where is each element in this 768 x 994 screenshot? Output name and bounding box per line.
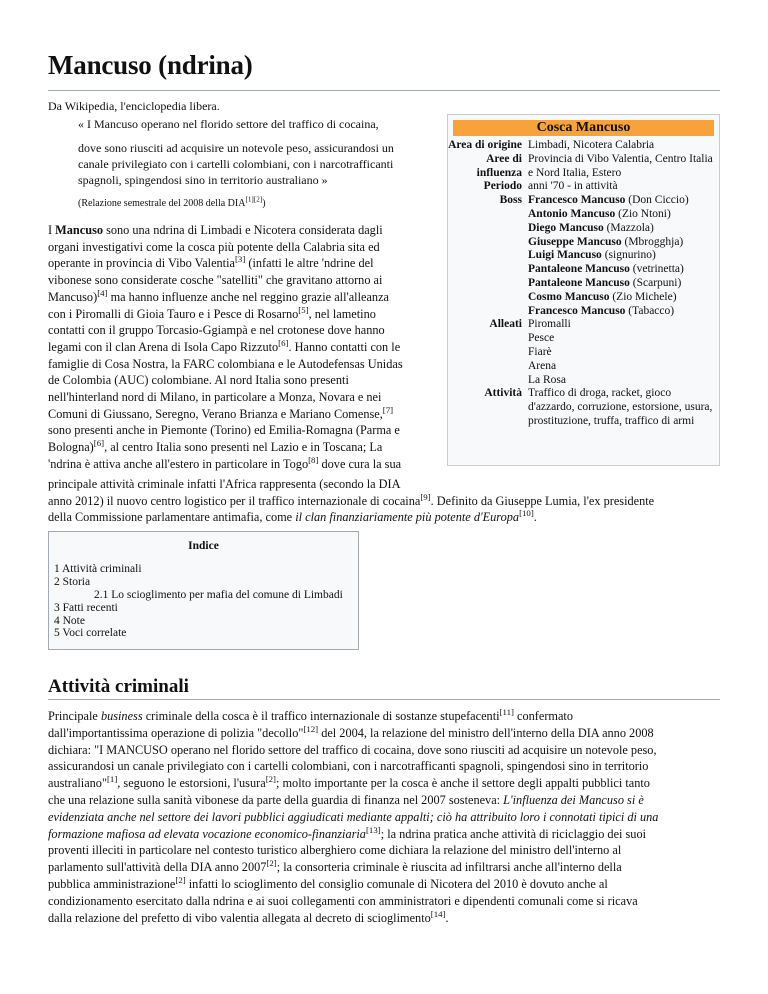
infobox-row-boss: Boss Francesco Mancuso (Don Ciccio) Antonio Mancuso (Zio Ntoni) Diego Mancuso (Mazzola) Giuseppe Mancuso (Mbrogghja) Luigi Mancuso (signurino) Pantaleone Mancuso (vetrinetta) Pantaleone Mancuso (Scarpuni) Cosmo Mancuso (Zio Michele) Francesco Mancuso (Tabacco) bbox=[448, 194, 719, 318]
ref-link[interactable]: [6] bbox=[278, 337, 289, 348]
quote-line: dove sono riusciti ad acquisire un notevole peso, assicurandosi un bbox=[78, 141, 394, 155]
boss-entry[interactable]: Cosmo Mancuso (Zio Michele) bbox=[528, 290, 677, 303]
boss-entry[interactable]: Diego Mancuso (Mazzola) bbox=[528, 221, 654, 234]
boss-entry[interactable]: Pantaleone Mancuso (Scarpuni) bbox=[528, 276, 682, 289]
table-of-contents bbox=[48, 531, 359, 650]
intro-paragraph: I Mancuso sono una ndrina di Limbadi e Nicotera considerata dagli organi investigativi come la cosca più potente della Calabria sita ed operante in provincia di Vibo Valentia[3] (infatti le altre 'ndrine del vibonese sono considerate cosche "satelliti" che gravitano attorno ai Mancuso)[4] ma hanno influenze anche nel reggino grazie all'alleanza con i Piromalli di Gioia Tauro e i Pesce di Rosarno[5], nel lametino contatti con il gruppo Torcasio-Ggiampà e nel crotonese dove hanno legami con il clan Arena di Isola Capo Rizzuto[6]. Hanno contatti con le famiglie di Cosa Nostra, la FARC colombiana e le Autodefensas Unidas de Colombia (AUC) colombiane. Al nord Italia sono presenti nell'hinterland nord di Milano, in particolare a Monza, Novara e nei Comuni di Giussano, Seregno, Verano Brianza e Mariano Comense,[7] sono presenti anche in Piemonte (Torino) ed Emilia-Romagna (Parma e Bologna)[6], al centro Italia sono presenti nel Lazio e in Toscana; La 'ndrina è attiva anche all'estero in particolare in Togo[8] dove cura la sua bbox=[48, 223, 403, 471]
link[interactable]: operante in provincia di Vibo Valentia bbox=[48, 256, 235, 271]
ref-link[interactable]: [4] bbox=[97, 287, 108, 298]
toc-item[interactable]: 3 Fatti recenti bbox=[54, 601, 118, 614]
infobox-row-period: Periodo anni '70 - in attività bbox=[483, 180, 618, 193]
infobox bbox=[447, 114, 720, 466]
ref-link[interactable]: [10] bbox=[519, 508, 534, 519]
boss-entry[interactable]: Pantaleone Mancuso (vetrinetta) bbox=[528, 263, 684, 276]
infobox-title: Cosca Mancuso bbox=[453, 120, 714, 136]
quote-line: canale privilegiato con i cartelli colombiani, con i narcotrafficanti bbox=[78, 157, 394, 171]
infobox-row-activity: Attività Traffico di droga, racket, gioco d'azzardo, corruzione, estorsione, usura, prostituzione, truffa, traffico di armi bbox=[484, 387, 713, 427]
section-paragraph: Principale business criminale della cosca è il traffico internazionale di sostanze stupefacenti[11] confermato dall'importantissima operazione di polizia "decollo"[12] del 2004, la relazione del ministro dell'interno della DIA anno 2008 dichiara: "I MANCUSO operano nel florido settore del traffico di cocaina, dove sono riusciti ad acquisire un notevole peso, assicurandosi un canale privilegiato con i cartelli colombiani, con i narcotrafficanti spagnoli, spingendosi sino in territorio australiano"[1], seguono le estorsioni, l'usura[2]; molto importante per la cosca è anche il settore degli appalti pubblici tanto che una relazione sulla sanità vibonese da parte della guardia di finanza nel 2007 sosteneva: L'influenza dei Mancuso si è evidenziata anche nel settore dei lavori pubblici aggiudicati mediante appalti; ciò ha attribuito loro i connotati tipici di una formazione mafiosa ad elevata vocazione economico-finanziaria[13]; la ndrina pratica anche attività di riciclaggio dei suoi proventi illeciti in particolare nel contesto turistico alberghiero come dichiara la relazione del ministro dell'interno al parlamento sull'attività della DIA anno 2007[2]; la consorteria criminale è riuscita ad infiltrarsi anche all'interno della pubblica amministrazione[2] infatti lo scioglimento del consiglio comunale di Nicotera del 2010 è dovuto anche al condizionamento esercitato dalla ndrina e ai suoi collegamenti con amministratori e dipendenti comunali come si ricava dalla relazione del prefetto di vibo valentia allegata al decreto di scioglimento[14]. bbox=[48, 706, 659, 925]
ref-link[interactable]: [14] bbox=[430, 908, 446, 919]
boss-entry[interactable]: Luigi Mancuso (signurino) bbox=[528, 249, 656, 262]
ref-link[interactable]: [6] bbox=[93, 438, 105, 449]
intro-paragraph-continued: principale attività criminale infatti l'Africa rappresenta (secondo la DIA anno 2012) il nuovo centro logistico per il traffico internazionale di cocaina[9]. Definito da Giuseppe Lumia, l'ex presidente della Commissione parlamentare antimafia, come il clan finanziariamente più potente d'Europa[10]. bbox=[48, 477, 655, 525]
ally-link[interactable]: Pesce bbox=[528, 332, 555, 345]
boss-entry[interactable]: Antonio Mancuso (Zio Ntoni) bbox=[528, 207, 671, 220]
ref-link[interactable]: [1][2] bbox=[245, 195, 263, 204]
infobox-row-origin: Area di origine Limbadi, Nicotera Calabria bbox=[448, 139, 655, 151]
infobox-row-allies: Alleati Piromalli Pesce Fiarè Arena La Rosa bbox=[448, 318, 719, 387]
quote-body bbox=[78, 140, 438, 188]
toc-item[interactable]: 1 Attività criminali bbox=[54, 562, 142, 575]
ref-link[interactable]: [7] bbox=[382, 404, 394, 415]
ally-link[interactable]: Arena bbox=[528, 359, 557, 372]
ally-link[interactable]: Piromalli bbox=[528, 318, 571, 331]
infobox-row-influence: Aree di influenza Provincia di Vibo Valentia, Centro Italia e Nord Italia, Estero bbox=[476, 152, 713, 179]
section-heading: Attività criminali bbox=[48, 676, 189, 697]
quote-source: (Relazione semestrale del 2008 della DIA[1][2]) bbox=[78, 195, 266, 209]
page-title: Mancuso (ndrina) bbox=[48, 50, 253, 80]
boss-entry[interactable]: Giuseppe Mancuso (Mbrogghja) bbox=[528, 235, 684, 248]
toc-subitem[interactable]: 2.1 Lo scioglimento per mafia del comune di Limbadi bbox=[94, 588, 343, 601]
ally-link[interactable]: La Rosa bbox=[528, 373, 567, 386]
toc-item[interactable]: 4 Note bbox=[54, 614, 85, 627]
ref-link[interactable]: [8] bbox=[308, 454, 319, 465]
ref-link[interactable]: [1] bbox=[106, 774, 118, 785]
quote-line: spagnoli, spingendosi sino in territorio australiano » bbox=[78, 173, 328, 187]
toc-item[interactable]: 2 Storia bbox=[54, 575, 91, 588]
section-divider bbox=[48, 699, 720, 700]
ref-link[interactable]: [2] bbox=[265, 774, 276, 785]
toc-title: Indice bbox=[188, 540, 219, 552]
ref-link[interactable]: [12] bbox=[303, 723, 319, 734]
ref-link[interactable]: [11] bbox=[499, 706, 514, 717]
title-divider bbox=[48, 90, 720, 91]
ref-link[interactable]: [2] bbox=[266, 858, 277, 869]
site-subtitle: Da Wikipedia, l'enciclopedia libera. bbox=[48, 99, 220, 113]
toc-item[interactable]: 5 Voci correlate bbox=[54, 627, 127, 640]
ref-link[interactable]: [2] bbox=[175, 874, 186, 885]
ref-link[interactable]: [13] bbox=[365, 824, 381, 835]
quote-first-line: « I Mancuso operano nel florido settore del traffico di cocaina, bbox=[78, 117, 379, 131]
boss-entry[interactable]: Francesco Mancuso (Don Ciccio) bbox=[528, 194, 689, 207]
ref-link[interactable]: [3] bbox=[234, 254, 246, 265]
bold-name: Mancuso bbox=[55, 223, 103, 237]
boss-entry[interactable]: Francesco Mancuso (Tabacco) bbox=[528, 304, 675, 317]
ref-link[interactable]: [9] bbox=[420, 491, 431, 502]
ref-link[interactable]: [5] bbox=[298, 304, 309, 315]
ally-link[interactable]: Fiarè bbox=[528, 345, 552, 358]
